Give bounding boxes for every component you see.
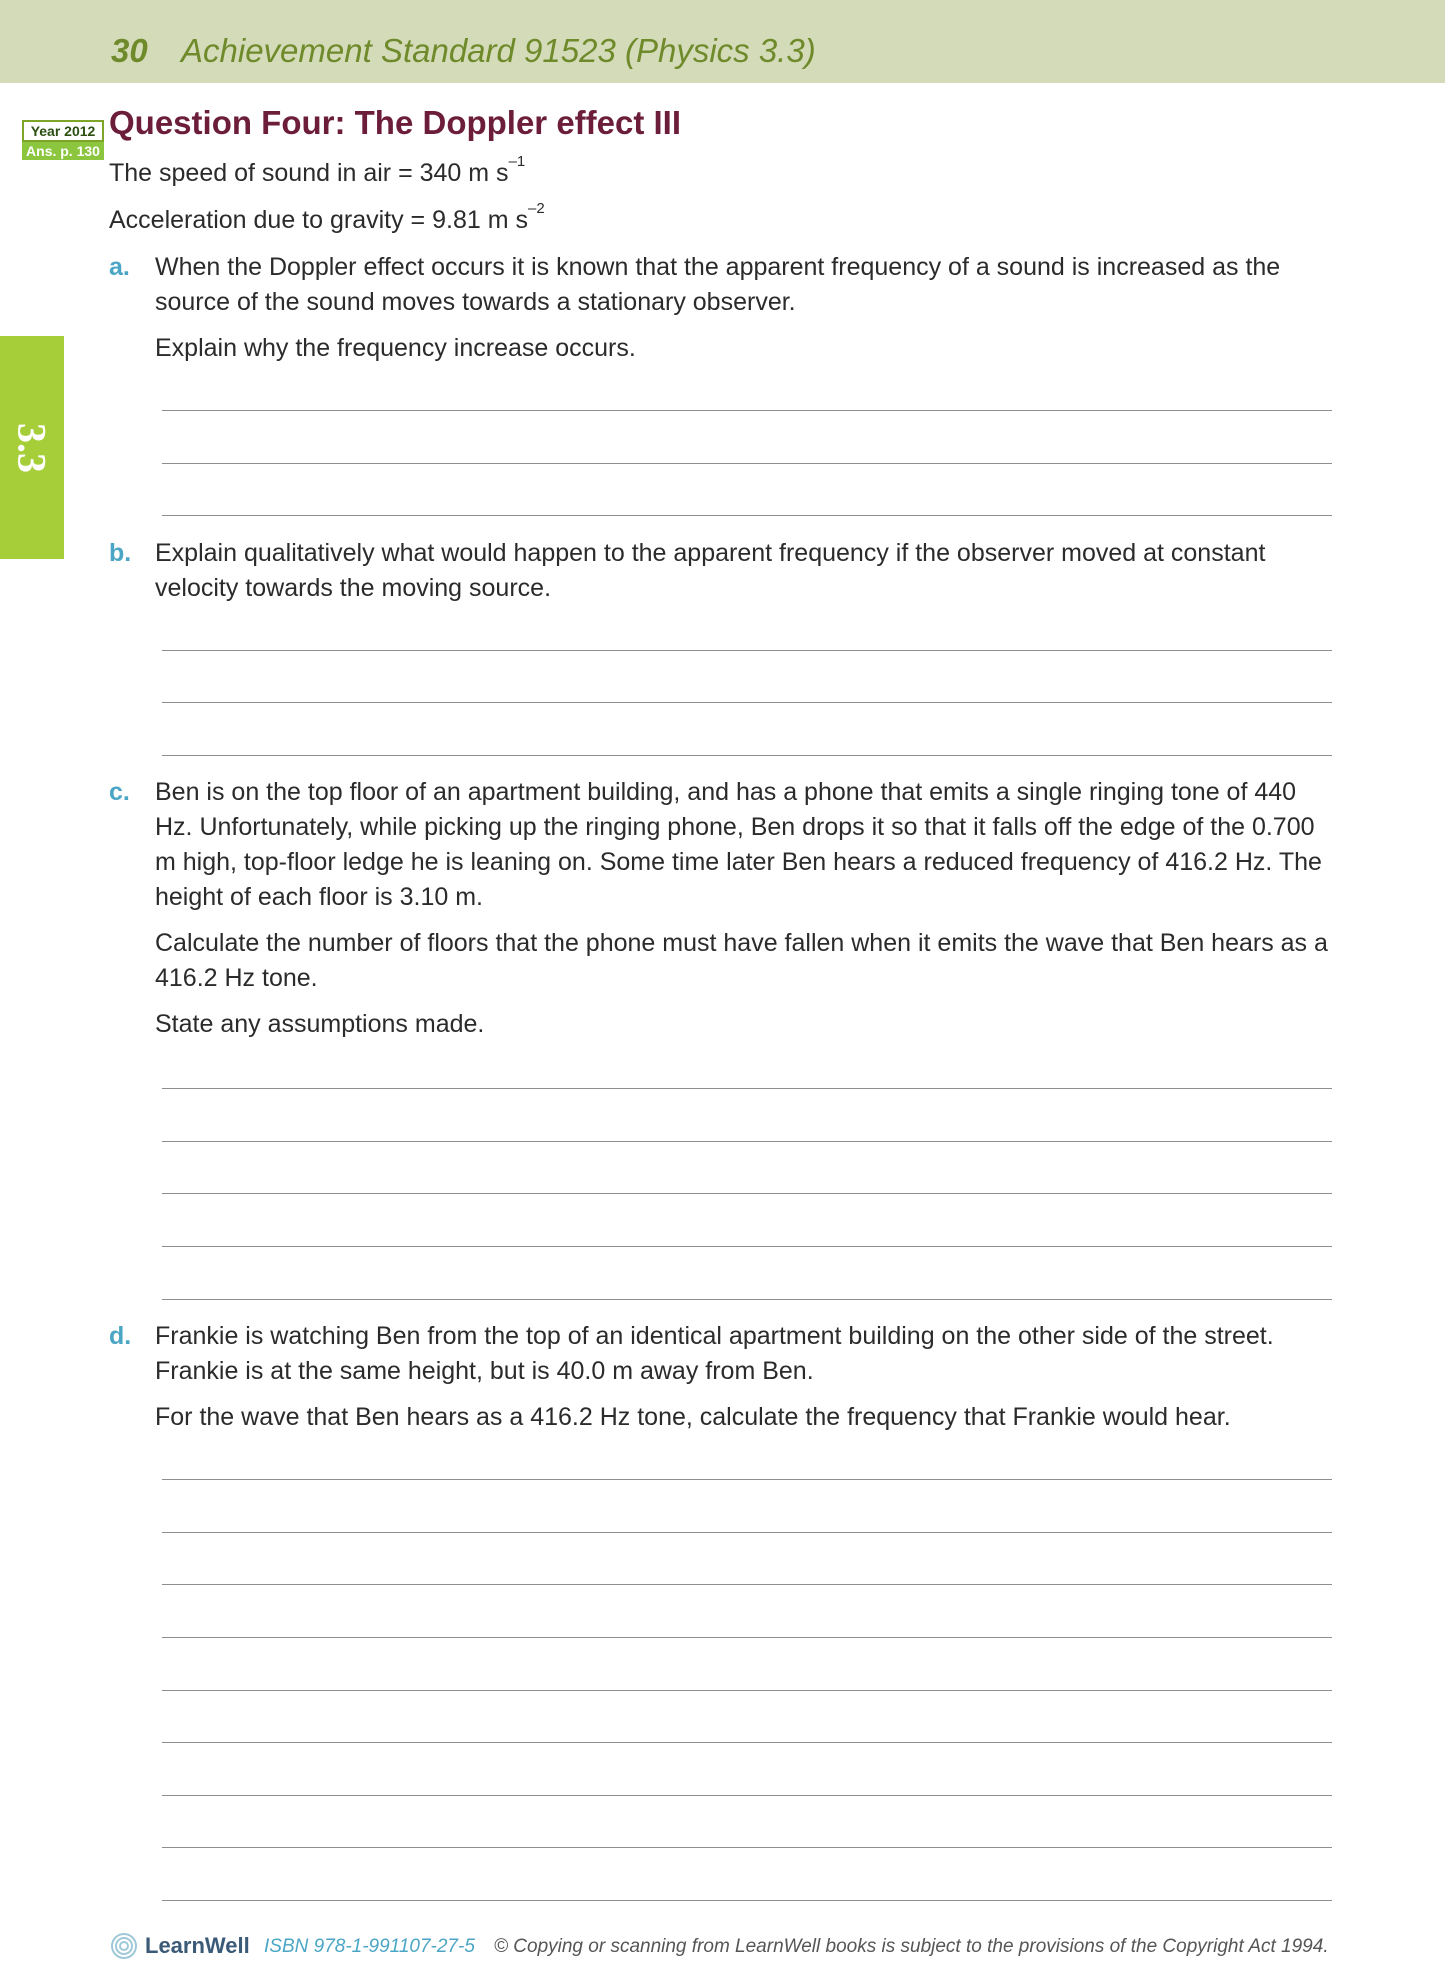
answer-line[interactable] [162, 1532, 1332, 1533]
answer-line[interactable] [162, 1584, 1332, 1585]
section-side-tab [0, 336, 64, 559]
part-c [109, 775, 1339, 1053]
standard-title: Achievement Standard 91523 (Physics 3.3) [181, 32, 816, 69]
footer-copyright: © Copying or scanning from LearnWell books is subject to the provisions of the Copyright Act 1994. [494, 1936, 1329, 1957]
answer-line[interactable] [162, 1088, 1332, 1089]
section-number: 3.3 [9, 422, 55, 473]
question-tag [22, 120, 104, 160]
given-gravity: Acceleration due to gravity = 9.81 m $s^{-2}$ [109, 200, 545, 234]
year-badge: Year 2012 [22, 120, 104, 142]
part-text: Ben is on the top floor of an apartment building, and has a phone that emits a single ringing tone of 440 Hz. Unfortunately, while picking up the ringing phone, Ben drops it so that it falls off the edge of the 0.700 m high, top-floor ledge he is leaning on. Some time later Ben hears a reduced frequency of 416.2 Hz. The height of each floor is 3.10 m. [155, 778, 1322, 911]
answer-line[interactable] [162, 410, 1332, 411]
part-b [109, 536, 1339, 617]
answer-line[interactable] [162, 1246, 1332, 1247]
answer-line[interactable] [162, 515, 1332, 516]
learnwell-logo-icon [110, 1932, 138, 1960]
page-header [0, 0, 1445, 83]
footer-brand: LearnWell [145, 1933, 250, 1958]
answer-line[interactable] [162, 1141, 1332, 1142]
answer-line[interactable] [162, 1900, 1332, 1901]
given-speed-of-sound: The speed of sound in air = 340 m $s^{-1}$ [109, 153, 526, 187]
answer-line[interactable] [162, 650, 1332, 651]
answer-line[interactable] [162, 1847, 1332, 1848]
answer-page-badge: Ans. p. 130 [22, 142, 104, 160]
answer-line[interactable] [162, 1690, 1332, 1691]
part-text: Explain qualitatively what would happen to the apparent frequency if the observer moved at constant velocity towards the moving source. [155, 539, 1266, 602]
part-label: c. [109, 778, 130, 806]
answer-line[interactable] [162, 1193, 1332, 1194]
part-a [109, 250, 1339, 377]
part-instruction: For the wave that Ben hears as a 416.2 Hz tone, calculate the frequency that Frankie would hear. [155, 1403, 1231, 1431]
part-d [109, 1319, 1339, 1446]
answer-line[interactable] [162, 1299, 1332, 1300]
part-instruction: Explain why the frequency increase occurs. [155, 334, 636, 362]
part-label: a. [109, 253, 130, 281]
answer-line[interactable] [162, 1742, 1332, 1743]
answer-line[interactable] [162, 1795, 1332, 1796]
page-footer [110, 1930, 1340, 1966]
part-label: d. [109, 1322, 132, 1350]
part-instruction: State any assumptions made. [155, 1010, 485, 1038]
answer-line[interactable] [162, 755, 1332, 756]
question-title: Question Four: The Doppler effect III [109, 104, 682, 141]
answer-line[interactable] [162, 1637, 1332, 1638]
answer-line[interactable] [162, 702, 1332, 703]
footer-isbn: ISBN 978-1-991107-27-5 [264, 1936, 475, 1957]
part-instruction: Calculate the number of floors that the phone must have fallen when it emits the wave that Ben hears as a 416.2 Hz tone. [155, 929, 1328, 992]
page-number: 30 [111, 32, 148, 69]
answer-line[interactable] [162, 463, 1332, 464]
answer-line[interactable] [162, 1479, 1332, 1480]
part-text: When the Doppler effect occurs it is known that the apparent frequency of a sound is increased as the source of the sound moves towards a stationary observer. [155, 253, 1281, 316]
part-label: b. [109, 539, 132, 567]
part-text: Frankie is watching Ben from the top of an identical apartment building on the other side of the street. Frankie is at the same height, but is 40.0 m away from Ben. [155, 1322, 1274, 1385]
